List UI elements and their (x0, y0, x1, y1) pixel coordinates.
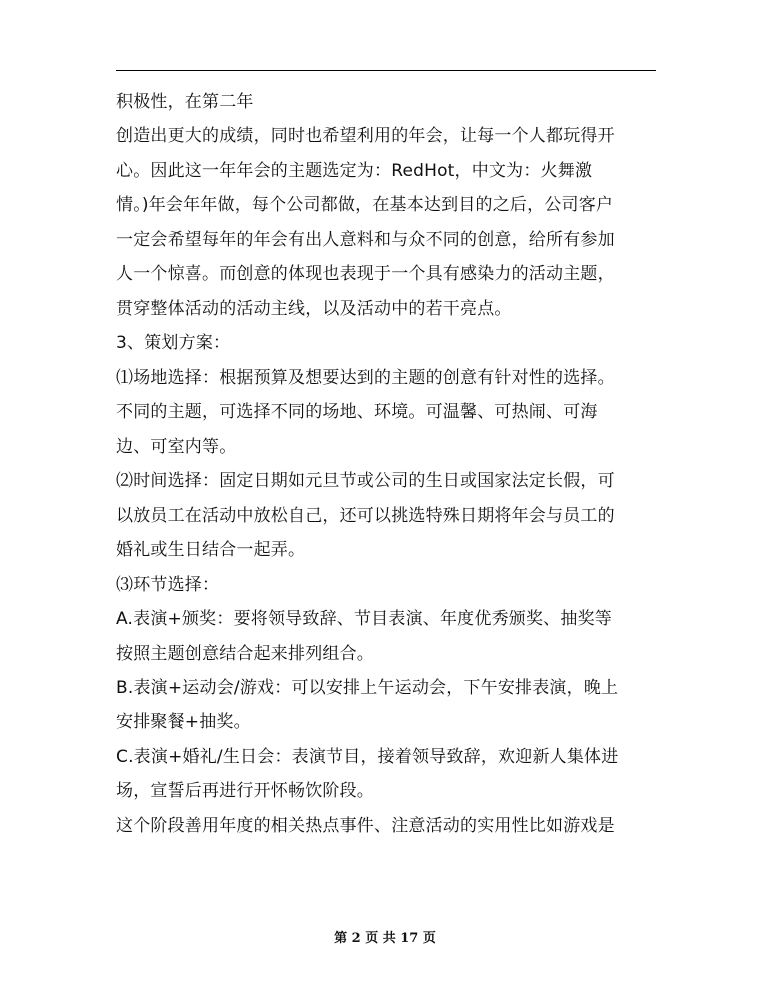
text-line: 贯穿整体活动的活动主线，以及活动中的若干亮点。 (116, 298, 512, 319)
text-line: 不同的主题，可选择不同的场地、环境。可温馨、可热闹、可海 (116, 402, 598, 423)
text-line: A.表演+颁奖：要将领导致辞、节目表演、年度优秀颁奖、抽奖等 (116, 609, 612, 630)
text-line: ⑴场地选择：根据预算及想要达到的主题的创意有针对性的选择。 (116, 367, 615, 388)
document-body (116, 85, 656, 843)
page-indicator: 第 2 页 共 17 页 (334, 931, 436, 946)
text-line: 以放员工在活动中放松自己，还可以挑选特殊日期将年会与员工的 (116, 505, 615, 526)
text-line: 这个阶段善用年度的相关热点事件、注意活动的实用性比如游戏是 (116, 815, 615, 836)
text-line: 按照主题创意结合起来排列组合。 (116, 643, 374, 664)
header-rule (116, 70, 656, 71)
text-line: 积极性，在第二年 (116, 92, 254, 112)
text-line: 人一个惊喜。而创意的体现也表现于一个具有感染力的活动主题， (116, 264, 615, 285)
text-line: C.表演+婚礼/生日会：表演节目，接着领导致辞，欢迎新人集体进 (116, 746, 619, 767)
text-line: 心。因此这一年年会的主题选定为：RedHot，中文为：火舞激 (116, 160, 593, 181)
text-line: 边、可室内等。 (116, 436, 237, 457)
section-heading: 3、策划方案： (116, 333, 231, 354)
text-line: 一定会希望每年的年会有出人意料和与众不同的创意，给所有参加 (116, 229, 615, 250)
page-number-footer (0, 927, 770, 946)
text-line: 情。)年会年年做，每个公司都做，在基本达到目的之后，公司客户 (116, 195, 614, 216)
text-line: B.表演+运动会/游戏：可以安排上午运动会，下午安排表演，晚上 (116, 677, 619, 698)
text-line: 安排聚餐+抽奖。 (116, 712, 251, 733)
text-line: ⑶环节选择： (116, 574, 220, 595)
text-line: 婚礼或生日结合一起弄。 (116, 540, 306, 561)
text-line: ⑵时间选择：固定日期如元旦节或公司的生日或国家法定长假，可 (116, 471, 615, 492)
text-line: 创造出更大的成绩，同时也希望利用的年会，让每一个人都玩得开 (116, 126, 615, 147)
text-line: 场，宣誓后再进行开怀畅饮阶段。 (116, 781, 374, 802)
